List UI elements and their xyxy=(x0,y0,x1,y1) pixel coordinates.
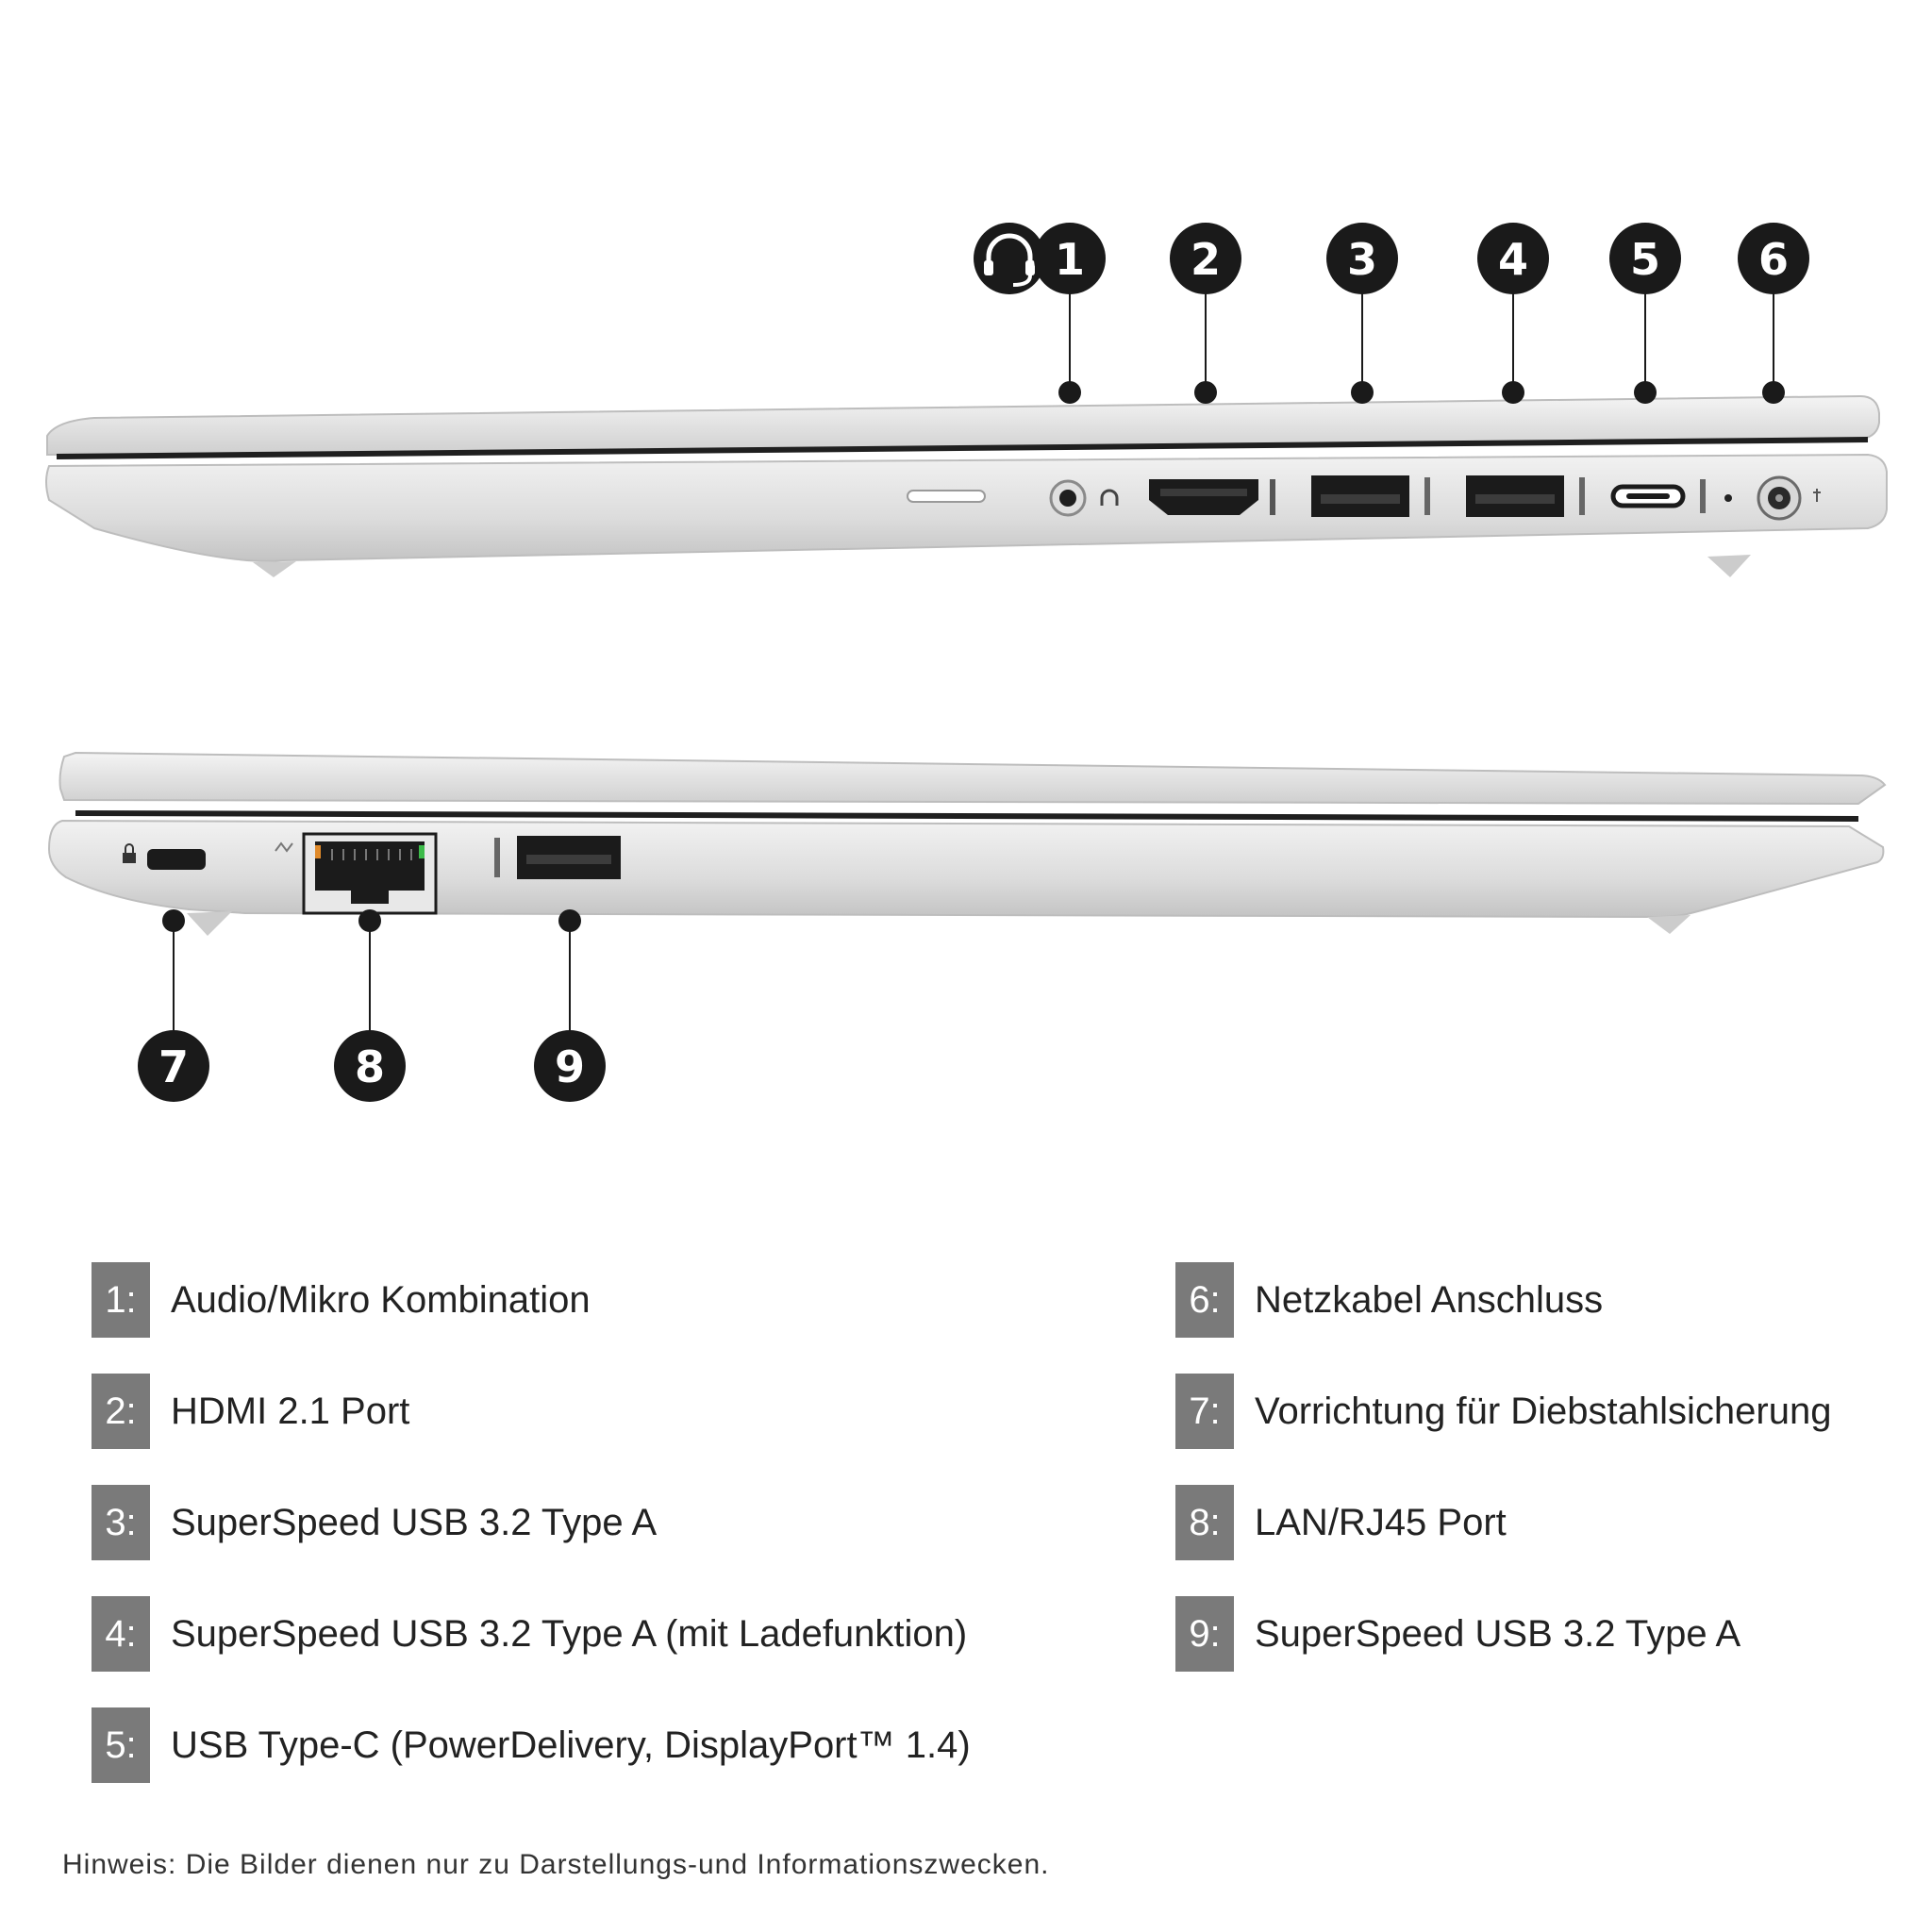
callout-3 xyxy=(1326,223,1398,294)
legend-number: 7: xyxy=(1175,1374,1234,1449)
right-side-view xyxy=(46,223,1887,577)
legend-label: SuperSpeed USB 3.2 Type A (mit Ladefunktion) xyxy=(171,1612,968,1655)
legend-item-3 xyxy=(92,1485,657,1560)
legend-number: 8: xyxy=(1175,1485,1234,1560)
callout-9 xyxy=(534,1030,606,1102)
legend-label: SuperSpeed USB 3.2 Type A xyxy=(171,1501,658,1543)
legend-label: Vorrichtung für Diebstahlsicherung xyxy=(1255,1390,1832,1432)
legend-item-4 xyxy=(92,1596,967,1672)
svg-text:6: 6 xyxy=(1757,234,1790,285)
callout-6 xyxy=(1738,223,1809,294)
legend-label: Audio/Mikro Kombination xyxy=(171,1278,591,1321)
callout-8 xyxy=(334,1030,406,1102)
legend-label: LAN/RJ45 Port xyxy=(1255,1501,1507,1543)
svg-text:7: 7 xyxy=(158,1041,190,1092)
svg-text:2: 2 xyxy=(1190,234,1222,285)
disclaimer-note: Hinweis: Die Bilder dienen nur zu Darstellungs-und Informationszwecken. xyxy=(62,1849,1050,1880)
legend-number: 3: xyxy=(92,1485,150,1560)
legend-item-1 xyxy=(92,1262,591,1338)
legend-label: HDMI 2.1 Port xyxy=(171,1390,410,1432)
legend-label: USB Type-C (PowerDelivery, DisplayPort™ 1.4) xyxy=(171,1724,971,1766)
callout-1 xyxy=(1034,223,1106,294)
legend-number: 4: xyxy=(92,1596,150,1672)
svg-text:4: 4 xyxy=(1497,234,1529,285)
callout-7 xyxy=(138,1030,209,1102)
legend-number: 6: xyxy=(1175,1262,1234,1338)
svg-text:1: 1 xyxy=(1054,234,1086,285)
legend-label: Netzkabel Anschluss xyxy=(1255,1278,1604,1321)
svg-text:8: 8 xyxy=(354,1041,386,1092)
legend-label: SuperSpeed USB 3.2 Type A xyxy=(1255,1612,1741,1655)
legend-number: 9: xyxy=(1175,1596,1234,1672)
legend-item-7 xyxy=(1175,1374,1831,1449)
legend-item-8 xyxy=(1175,1485,1507,1560)
callout-5 xyxy=(1609,223,1681,294)
legend-item-5 xyxy=(92,1707,971,1783)
svg-text:5: 5 xyxy=(1629,234,1661,285)
callout-4 xyxy=(1477,223,1549,294)
legend-item-6 xyxy=(1175,1262,1603,1338)
legend-number: 2: xyxy=(92,1374,150,1449)
left-side-view xyxy=(49,753,1885,1102)
legend-number: 5: xyxy=(92,1707,150,1783)
callout-lines-right xyxy=(1070,283,1774,392)
callout-2 xyxy=(1170,223,1241,294)
legend-item-9 xyxy=(1175,1596,1740,1672)
svg-text:9: 9 xyxy=(554,1041,586,1092)
legend-item-2 xyxy=(92,1374,409,1449)
legend-number: 1: xyxy=(92,1262,150,1338)
svg-text:3: 3 xyxy=(1346,234,1378,285)
